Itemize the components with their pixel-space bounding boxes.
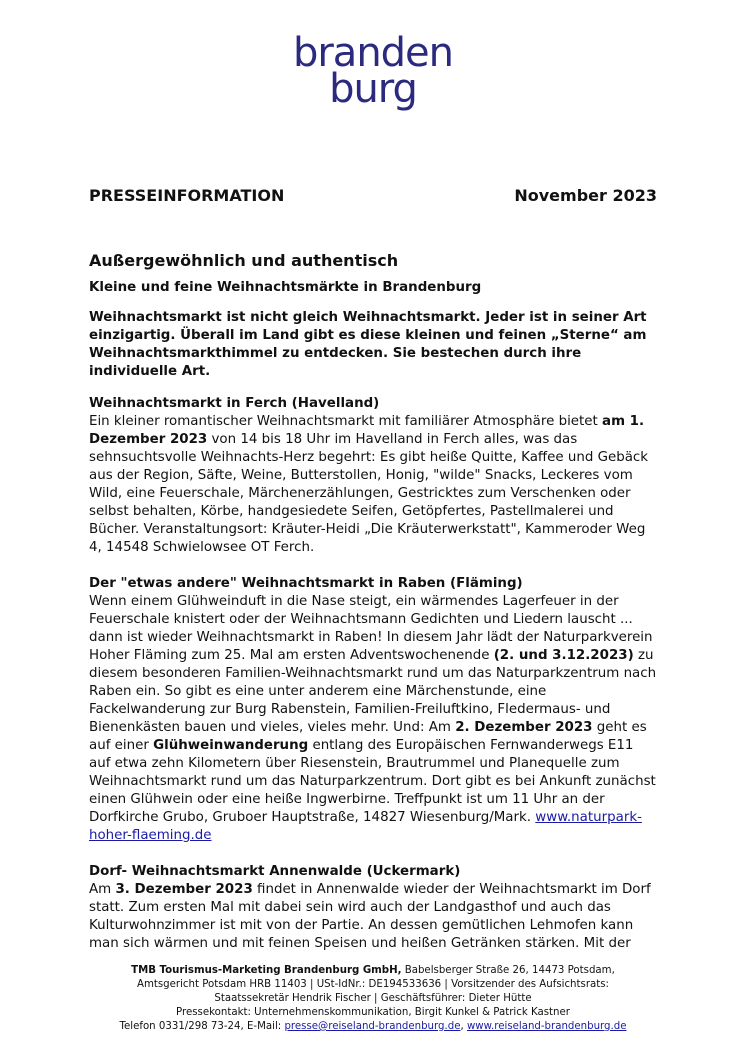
text-run: findet in Annenwalde wieder der Weihnachtsmarkt im Dorf statt. Zum ersten Mal mit dabei sein wird auch der Landgasthof und auch das Kulturwohnzimmer ist mit von der Partie. An dessen gemütlichen Lehmofen kann man sich wärmen und mit feinen Speisen und heißen Getränken stärken. Mit der <box>89 882 651 951</box>
naturpark-link[interactable]: www.naturpark-hoher-flaeming.de <box>89 810 642 843</box>
article-title: Außergewöhnlich und authentisch <box>89 251 399 270</box>
highlight-event: Glühweinwanderung <box>153 738 309 753</box>
footer-line-1 <box>0 964 746 978</box>
footer-line-5 <box>0 1020 746 1034</box>
highlight-date: am 1. Dezember 2023 <box>89 414 645 447</box>
section-annenwalde-heading: Dorf- Weihnachtsmarkt Annenwalde (Uckermark) <box>89 864 461 879</box>
press-email-link[interactable]: presse@reiseland-brandenburg.de <box>284 1021 461 1032</box>
footer-line-3: Staatssekretär Hendrik Fischer | Geschäftsführer: Dieter Hütte <box>214 993 532 1004</box>
footer-line-4: Pressekontakt: Unternehmenskommunikation, Birgit Kunkel & Patrick Kastner <box>176 1007 570 1018</box>
document-date: November 2023 <box>514 186 657 205</box>
website-link[interactable]: www.reiseland-brandenburg.de <box>466 1021 627 1032</box>
text-run: entlang des Europäischen Fernwanderwegs E11 auf etwa zehn Kilometern über Riesenstein, Brautrummel und Planequelle zum Weihnachtsmarkt rund um das Naturparkzentrum. Dort gibt es bei Ankunft zunächst einen Glühwein oder eine heiße Ingwerbirne. Treffpunkt ist um 11 Uhr an der Dorfkirche Grubo, Gruboer Hauptstraße, 14827 Wiesenburg/Mark. <box>89 738 656 825</box>
footer-line-2: Amtsgericht Potsdam HRB 11403 | USt-IdNr.: DE194533636 | Vorsitzender des Aufsichtsrats: <box>136 979 609 990</box>
text-run: geht es auf einer <box>89 720 647 753</box>
footer-phone: Telefon 0331/298 73-24, E-Mail: <box>119 1021 285 1032</box>
highlight-date: (2. und 3.12.2023) <box>493 648 634 663</box>
article-subtitle: Kleine und feine Weihnachtsmärkte in Brandenburg <box>89 280 482 295</box>
footer-separator: , <box>460 1021 467 1032</box>
section-ferch-heading: Weihnachtsmarkt in Ferch (Havelland) <box>89 396 380 411</box>
text-run: zu diesem besonderen Familien-Weihnachtsmarkt rund um das Naturparkzentrum nach Raben ein. So gibt es eine unter anderem eine Märchenstunde, eine Fackelwanderung zur Burg Rabenstein, Familien-Freiluftkino, Fledermaus- und Bienenkästen bauen und vieles, vieles mehr. Und: Am <box>89 648 657 735</box>
section-annenwalde-text <box>89 881 657 953</box>
section-raben-text <box>89 593 657 845</box>
text-run: Wenn einem Glühweinduft in die Nase steigt, ein wärmendes Lagerfeuer in der Feuerschale knistert oder der Weihnachtsmann Gedichten und Liedern lauscht ... dann ist wieder Weihnachtsmarkt in Raben! In diesem Jahr lädt der Naturparkverein Hoher Fläming zum 25. Mal am ersten Adventswochenende <box>89 594 653 663</box>
article-lead: Weihnachtsmarkt ist nicht gleich Weihnachtsmarkt. Jeder ist in seiner Art einzigartig. Überall im Land gibt es diese kleinen und feinen „Sterne“ am Weihnachtsmarkthimmel zu entdecken. Sie bestechen durch ihre individuelle Art. <box>89 310 647 379</box>
article-body <box>89 250 657 953</box>
text-run: von 14 bis 18 Uhr im Havelland in Ferch alles, was das sehnsuchtsvolle Weihnachts-Herz begehrt: Es gibt heiße Quitte, Kaffee und Gebäck aus der Region, Säfte, Weine, Butterstollen, Honig, "wilde" Snacks, Leckeres vom Wild, eine Feuerschale, Märchenerzählungen, Gestricktes zum Verschenken oder selbst behalten, Körbe, handgesiedete Seifen, Getöpfertes, Pastellmalerei und Bücher. Veranstaltungsort: Kräuter-Heidi „Die Kräuterwerkstatt", Kammeroder Weg 4, 14548 Schwielowsee OT Ferch. <box>89 432 649 555</box>
brand-logo-line-2: burg <box>329 66 417 112</box>
document-type-label: PRESSEINFORMATION <box>89 186 285 205</box>
text-run: Ein kleiner romantischer Weihnachtsmarkt mit familiärer Atmosphäre bietet <box>89 414 603 429</box>
brand-logo-line-1: branden <box>292 30 454 76</box>
footer-company: TMB Tourismus-Marketing Brandenburg GmbH, <box>131 965 402 976</box>
section-raben-heading: Der "etwas andere" Weihnachtsmarkt in Raben (Fläming) <box>89 576 523 591</box>
highlight-date: 3. Dezember 2023 <box>115 882 253 897</box>
footer-address: Babelsberger Straße 26, 14473 Potsdam, <box>401 965 615 976</box>
highlight-date: 2. Dezember 2023 <box>455 720 593 735</box>
section-ferch-text <box>89 413 657 557</box>
page-footer <box>0 964 746 1034</box>
text-run: Am <box>89 882 116 897</box>
